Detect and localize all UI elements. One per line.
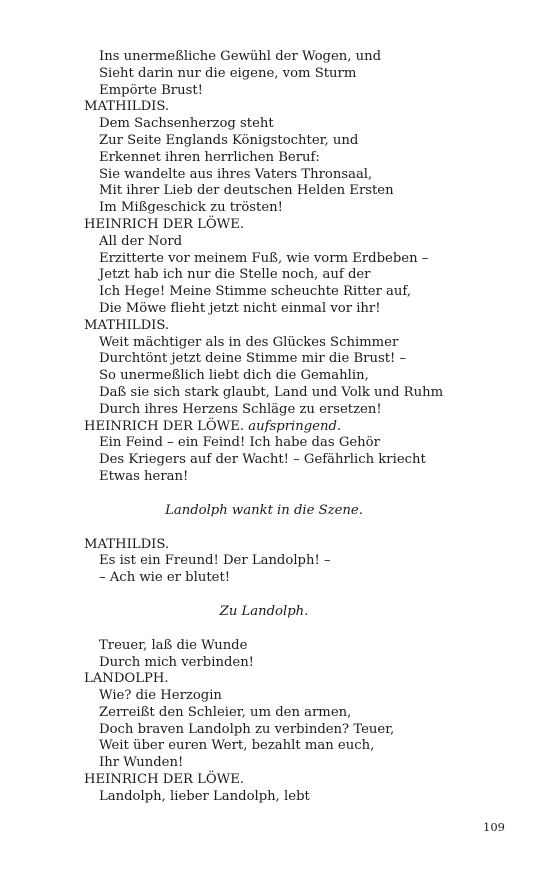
verse-line — [84, 83, 524, 100]
page-number: 109 — [483, 820, 505, 834]
line-text: Sie wandelte aus ihres Vaters Thronsaal, — [99, 166, 373, 182]
line-text: Durch ihres Herzens Schläge zu ersetzen! — [99, 401, 382, 417]
verse-line — [84, 705, 524, 722]
verse-line — [84, 755, 524, 772]
verse-line — [84, 49, 524, 66]
line-text: MATHILDIS. — [84, 536, 170, 552]
verse-line — [84, 722, 524, 739]
line-text: LANDOLPH. — [84, 671, 169, 687]
verse-line — [84, 435, 524, 452]
speaker-name — [84, 99, 524, 116]
line-text: – Ach wie er blutet! — [99, 570, 231, 586]
line-text: HEINRICH DER LÖWE. — [84, 216, 245, 232]
line-text: Weit über euren Wert, bezahlt man euch, — [99, 738, 375, 754]
verse-line — [84, 738, 524, 755]
verse-line — [84, 251, 524, 268]
verse-line — [84, 66, 524, 83]
verse-line — [84, 267, 524, 284]
line-text: Ein Feind – ein Feind! Ich habe das Gehör — [99, 435, 380, 451]
line-text: Doch braven Landolph zu verbinden? Teuer, — [99, 721, 395, 737]
verse-line — [84, 570, 524, 587]
play-text — [84, 49, 524, 806]
line-text: All der Nord — [99, 233, 183, 249]
speaker-name — [84, 318, 524, 335]
verse-line — [84, 452, 524, 469]
line-text: Zur Seite Englands Königstochter, und — [99, 132, 359, 148]
line-text: MATHILDIS. — [84, 317, 170, 333]
blank-line — [84, 486, 524, 503]
verse-line — [84, 301, 524, 318]
stage-direction — [84, 604, 444, 621]
line-text: Dem Sachsenherzog steht — [99, 116, 274, 132]
blank-line — [84, 587, 524, 604]
inline-stage-direction: aufspringend. — [248, 418, 342, 434]
blank-line — [84, 520, 524, 537]
line-text: MATHILDIS. — [84, 99, 170, 115]
speaker-name — [84, 419, 524, 436]
line-text: Mit ihrer Lieb der deutschen Helden Ersten — [99, 183, 394, 199]
blank-line — [84, 621, 524, 638]
speaker-name — [84, 772, 524, 789]
verse-line — [84, 200, 524, 217]
verse-line — [84, 167, 524, 184]
verse-line — [84, 150, 524, 167]
line-text: HEINRICH DER LÖWE. — [84, 418, 245, 434]
line-text: Empörte Brust! — [99, 82, 203, 98]
line-text: Landolph, lieber Landolph, lebt — [99, 788, 310, 804]
verse-line — [84, 116, 524, 133]
line-text: So unermeßlich liebt dich die Gemahlin, — [99, 368, 369, 384]
stage-direction — [84, 503, 444, 520]
verse-line — [84, 133, 524, 150]
line-text: Durchtönt jetzt deine Stimme mir die Brust! – — [99, 351, 407, 367]
verse-line — [84, 284, 524, 301]
line-text: Zerreißt den Schleier, um den armen, — [99, 704, 352, 720]
verse-line — [84, 234, 524, 251]
line-text: Weit mächtiger als in des Glückes Schimmer — [99, 334, 399, 350]
line-text: Ihr Wunden! — [99, 755, 184, 771]
verse-line — [84, 553, 524, 570]
line-text: Jetzt hab ich nur die Stelle noch, auf der — [99, 267, 371, 283]
line-text: Treuer, laß die Wunde — [99, 637, 248, 653]
verse-line — [84, 385, 524, 402]
verse-line — [84, 638, 524, 655]
line-text: Etwas heran! — [99, 468, 189, 484]
line-text: Im Mißgeschick zu trösten! — [99, 200, 283, 216]
line-text: Sieht darin nur die eigene, vom Sturm — [99, 65, 357, 81]
line-text: Es ist ein Freund! Der Landolph! – — [99, 553, 331, 569]
line-text: Wie? die Herzogin — [99, 688, 222, 704]
line-text: Zu Landolph. — [219, 603, 309, 619]
line-text: Ich Hege! Meine Stimme scheuchte Ritter auf, — [99, 284, 412, 300]
speaker-name — [84, 671, 524, 688]
line-text: Ins unermeßliche Gewühl der Wogen, und — [99, 49, 382, 64]
line-text: HEINRICH DER LÖWE. — [84, 772, 245, 788]
verse-line — [84, 789, 524, 806]
line-text: Durch mich verbinden! — [99, 654, 254, 670]
line-text: Des Kriegers auf der Wacht! – Gefährlich kriecht — [99, 452, 426, 468]
line-text: Die Möwe flieht jetzt nicht einmal vor ihr! — [99, 300, 381, 316]
line-text: Erzitterte vor meinem Fuß, wie vorm Erdbeben – — [99, 250, 429, 266]
verse-line — [84, 688, 524, 705]
verse-line — [84, 183, 524, 200]
verse-line — [84, 402, 524, 419]
speaker-name — [84, 537, 524, 554]
verse-line — [84, 351, 524, 368]
verse-line — [84, 335, 524, 352]
verse-line — [84, 469, 524, 486]
line-text: Daß sie sich stark glaubt, Land und Volk und Ruhm — [99, 384, 444, 400]
line-text: Landolph wankt in die Szene. — [165, 502, 363, 518]
verse-line — [84, 655, 524, 672]
verse-line — [84, 368, 524, 385]
speaker-name — [84, 217, 524, 234]
line-text: Erkennet ihren herrlichen Beruf: — [99, 149, 320, 165]
